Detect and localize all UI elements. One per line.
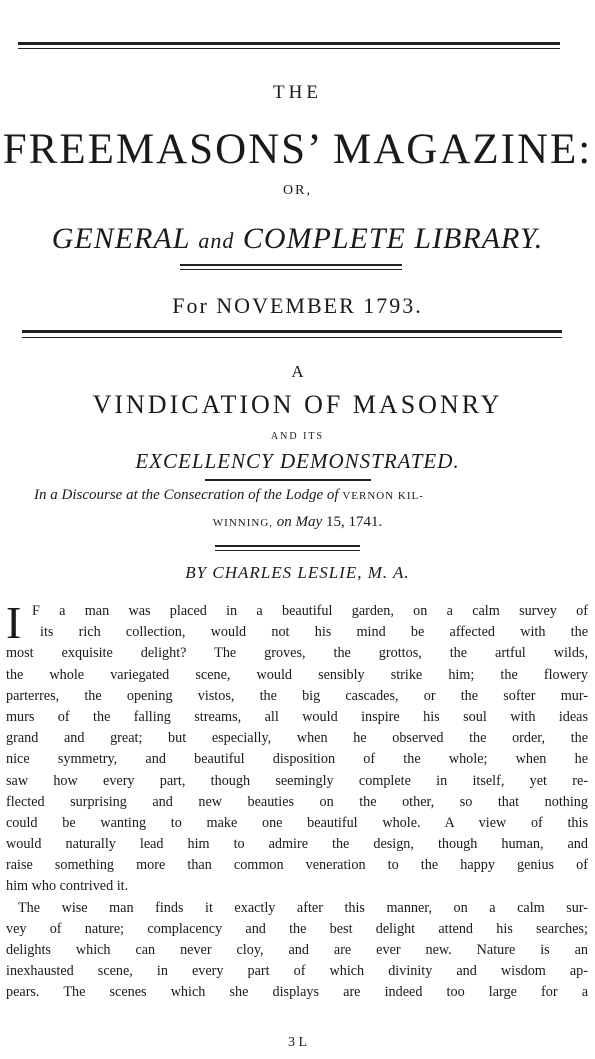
subtitle-rule-thin: [180, 269, 402, 270]
body-line: F a man was placed in a beautiful garden, on a calm survey of: [32, 603, 588, 619]
body-line: him who contrived it.: [6, 878, 129, 895]
magazine-title: FREEMASONS’ MAGAZINE:: [2, 126, 593, 173]
body-line: grand and great; but especially, when he observed the order, the: [6, 730, 588, 747]
subtitle-general: GENERAL: [51, 222, 190, 255]
article-title-a: A: [291, 362, 304, 381]
body-line: most exquisite delight? The groves, the grottos, the artful wilds,: [6, 645, 588, 662]
article-title-and: AND ITS: [270, 431, 325, 442]
discourse-rule-thin: [215, 550, 360, 551]
discourse-line-1: [34, 487, 424, 504]
page-signature: 3 L: [287, 1035, 308, 1050]
body-line: The wise man finds it exactly after this manner, on a calm sur-: [18, 899, 588, 916]
article-title-sub: EXCELLENCY DEMONSTRATED.: [135, 449, 460, 473]
top-rule-thin: [18, 48, 560, 49]
drop-cap: I: [6, 597, 22, 648]
body-line: nice symmetry, and beautiful disposition of the whole; when he: [6, 751, 588, 768]
body-line: its rich collection, would not his mind be affected with the: [40, 624, 588, 641]
author-byline: BY CHARLES LESLIE, M. A.: [185, 563, 410, 582]
body-line: raise something more than common veneration to the happy genius of: [6, 857, 588, 874]
article-title-main: VINDICATION OF MASONRY: [92, 390, 503, 419]
masthead-or: OR,: [283, 183, 312, 198]
date-rule-thin: [22, 337, 562, 338]
magazine-subtitle: [0, 222, 595, 256]
body-line: pears. The scenes which she displays are indeed too large for a: [6, 984, 588, 1001]
body-line: could be wanting to make one beautiful whole. A view of this: [6, 814, 588, 831]
article-title-rule: [205, 479, 371, 481]
body-line: parterres, the opening vistos, the big cascades, or the softer mur-: [6, 687, 588, 704]
discourse-line-2: [0, 514, 595, 531]
issue-date-month-year: NOVEMBER 1793.: [216, 293, 423, 318]
top-rule: [18, 42, 560, 45]
date-rule: [22, 330, 562, 333]
subtitle-complete-library: COMPLETE LIBRARY.: [242, 222, 544, 255]
discourse-rule: [215, 545, 360, 547]
body-line: inexhausted scene, in every part of which divinity and wisdom ap-: [6, 963, 588, 980]
body-line: the whole variegated scene, would sensibly strike him; the flowery: [6, 666, 588, 683]
body-line: delights which can never cloy, and are ever new. Nature is an: [6, 942, 588, 958]
body-line: would naturally lead him to admire the design, though human, and: [6, 836, 588, 853]
body-line: flected surprising and new beauties on the other, so that nothing: [6, 793, 588, 810]
discourse-text: In a Discourse at the Consecration of the Lodge of: [34, 487, 339, 503]
discourse-lodge-name: VERNON KIL-: [342, 490, 424, 502]
masthead-the: THE: [273, 82, 322, 103]
subtitle-rule: [180, 264, 402, 266]
discourse-date-on: on May: [276, 514, 323, 530]
issue-date-for: For: [172, 293, 209, 318]
body-text: [6, 597, 588, 1004]
discourse-date: 15, 1741.: [325, 514, 383, 530]
issue-date: [0, 293, 595, 319]
subtitle-and: and: [198, 228, 235, 253]
body-line: saw how every part, though seemingly complete in itself, yet re-: [6, 772, 588, 789]
body-line: vey of nature; complacency and the best delight attend his searches;: [6, 920, 588, 937]
discourse-lodge-name-end: WINNING,: [212, 517, 274, 529]
body-line: murs of the falling streams, all would inspire his soul with ideas: [6, 708, 588, 725]
